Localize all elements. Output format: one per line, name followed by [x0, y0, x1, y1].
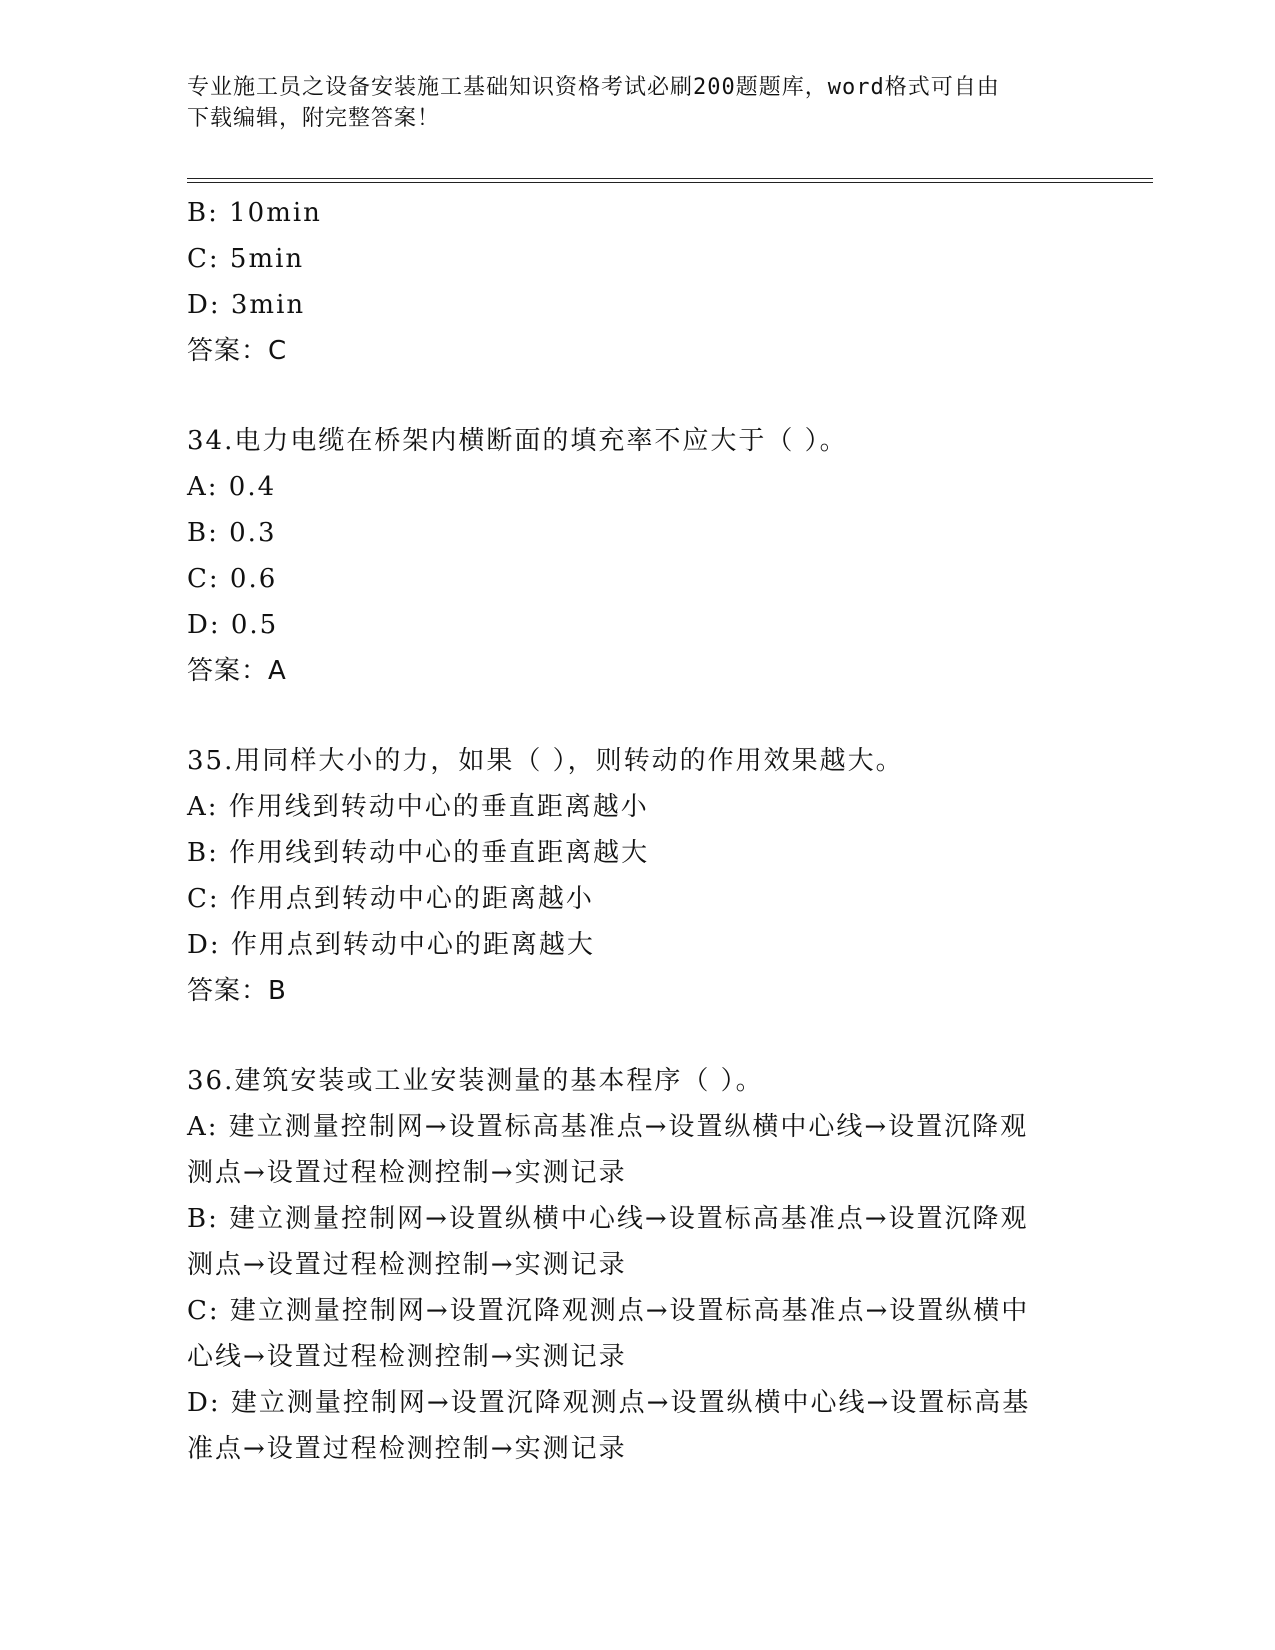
option-b-line-2: 测点→设置过程检测控制→实测记录 — [187, 1250, 627, 1280]
question-33-tail — [187, 190, 1087, 374]
header-divider-bottom — [187, 182, 1153, 183]
option-d-line-1: D: 建立测量控制网→设置沉降观测点→设置纵横中心线→设置标高基 — [187, 1388, 1031, 1418]
answer-line: 答案：A — [187, 656, 287, 686]
question-stem: 35.用同样大小的力，如果（ ），则转动的作用效果越大。 — [187, 746, 904, 776]
header-line-2: 下载编辑，附完整答案！ — [187, 106, 441, 131]
option-a — [187, 1104, 1087, 1196]
option-a-line-2: 测点→设置过程检测控制→实测记录 — [187, 1158, 627, 1188]
option-c: C: 5min — [187, 244, 305, 274]
document-header — [187, 72, 1067, 134]
option-c: C: 作用点到转动中心的距离越小 — [187, 884, 594, 914]
option-d: D: 作用点到转动中心的距离越大 — [187, 930, 595, 960]
option-b: B: 0.3 — [187, 518, 277, 548]
option-c-line-1: C: 建立测量控制网→设置沉降观测点→设置标高基准点→设置纵横中 — [187, 1296, 1030, 1326]
option-a-line-1: A: 建立测量控制网→设置标高基准点→设置纵横中心线→设置沉降观 — [187, 1112, 1029, 1142]
option-d-line-2: 准点→设置过程检测控制→实测记录 — [187, 1434, 627, 1464]
header-line-1: 专业施工员之设备安装施工基础知识资格考试必刷200题题库，word格式可自由 — [187, 75, 1000, 100]
option-b: B: 作用线到转动中心的垂直距离越大 — [187, 838, 650, 868]
document-body — [187, 190, 1087, 1472]
header-divider-top — [187, 178, 1153, 179]
option-d: D: 0.5 — [187, 610, 279, 640]
option-a: A: 作用线到转动中心的垂直距离越小 — [187, 792, 649, 822]
option-b-line-1: B: 建立测量控制网→设置纵横中心线→设置标高基准点→设置沉降观 — [187, 1204, 1029, 1234]
option-c-line-2: 心线→设置过程检测控制→实测记录 — [187, 1342, 627, 1372]
option-d: D: 3min — [187, 290, 306, 320]
question-stem: 36.建筑安装或工业安装测量的基本程序（ ）。 — [187, 1066, 764, 1096]
question-36 — [187, 1058, 1087, 1472]
question-35 — [187, 738, 1087, 1014]
option-b: B: 10min — [187, 198, 322, 228]
answer-line: 答案：C — [187, 336, 288, 366]
question-34 — [187, 418, 1087, 694]
option-c: C: 0.6 — [187, 564, 278, 594]
question-stem: 34.电力电缆在桥架内横断面的填充率不应大于（ ）。 — [187, 426, 848, 456]
option-a: A: 0.4 — [187, 472, 277, 502]
option-b — [187, 1196, 1087, 1288]
answer-line: 答案：B — [187, 976, 287, 1006]
option-d — [187, 1380, 1087, 1472]
option-c — [187, 1288, 1087, 1380]
